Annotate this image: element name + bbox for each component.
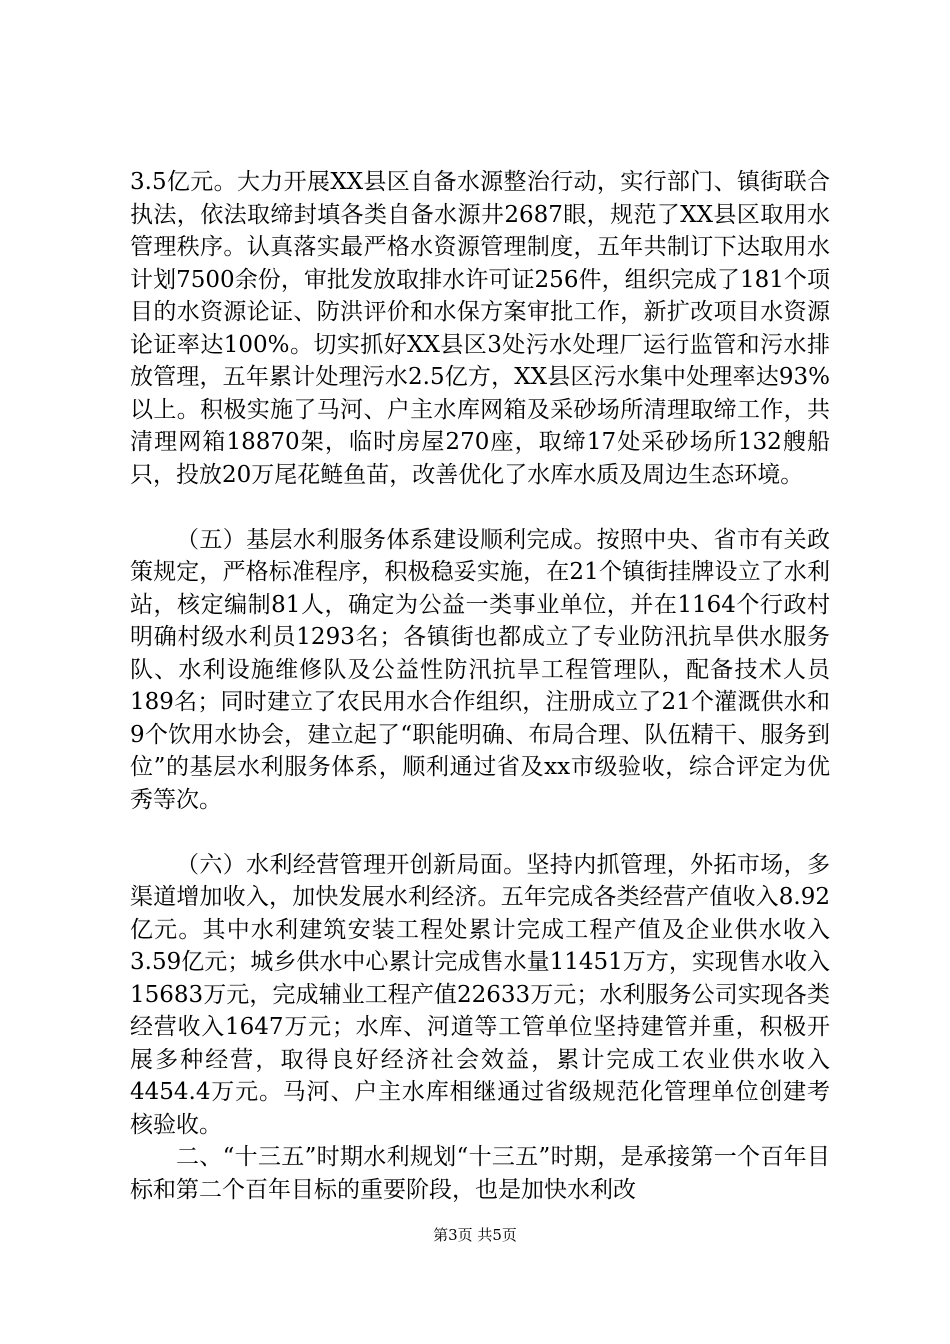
paragraph-section-two-heading: 二、“十三五”时期水利规划“十三五”时期，是承接第一个百年目标和第二个百年目标的重要阶段，也是加快水利改 <box>130 1144 830 1203</box>
paragraph-section-five: （五）基层水利服务体系建设顺利完成。按照中央、省市有关政策规定，严格标准程序，积极稳妥实施，在21个镇街挂牌设立了水利站，核定编制81人，确定为公益一类事业单位，并在1164个行政村明确村级水利员1293名；各镇街也都成立了专业防汛抗旱供水服务队、水利设施维修队及公益性防汛抗旱工程管理队，配备技术人员189名；同时建立了农民用水合作组织，注册成立了21个灌溉供水和9个饮用水协会，建立起了“职能明确、布局合理、队伍精干、服务到位”的基层水利服务体系，顺利通过省及xx市级验收，综合评定为优秀等次。 <box>130 526 830 813</box>
paragraph-section-six: （六）水利经营管理开创新局面。坚持内抓管理，外拓市场，多渠道增加收入，加快发展水利经济。五年完成各类经营产值收入8.92亿元。其中水利建筑安装工程处累计完成工程产值及企业供水收入3.59亿元；城乡供水中心累计完成售水量11451万方，实现售水收入15683万元，完成辅业工程产值22633万元；水利服务公司实现各类经营收入1647万元；水库、河道等工管单位坚持建管并重，积极开展多种经营，取得良好经济社会效益，累计完成工农业供水收入4454.4万元。马河、户主水库相继通过省级规范化管理单位创建考核验收。 <box>130 851 830 1138</box>
paragraph-water-resource-management: 3.5亿元。大力开展XX县区自备水源整治行动，实行部门、镇街联合执法，依法取缔封填各类自备水源井2687眼，规范了XX县区取用水管理秩序。认真落实最严格水资源管理制度，五年共制订下达取用水计划7500余份，审批发放取排水许可证256件，组织完成了181个项目的水资源论证、防洪评价和水保方案审批工作，新扩改项目水资源论证率达100%。切实抓好XX县区3处污水处理厂运行监管和污水排放管理，五年累计处理污水2.5亿方，XX县区污水集中处理率达93%以上。积极实施了马河、户主水库网箱及采砂场所清理取缔工作，共清理网箱18870架，临时房屋270座，取缔17处采砂场所132艘船只，投放20万尾花鲢鱼苗，改善优化了水库水质及周边生态环境。 <box>130 169 830 488</box>
document-body <box>130 166 830 1206</box>
page-number-footer: 第3页 共5页 <box>433 1226 517 1244</box>
